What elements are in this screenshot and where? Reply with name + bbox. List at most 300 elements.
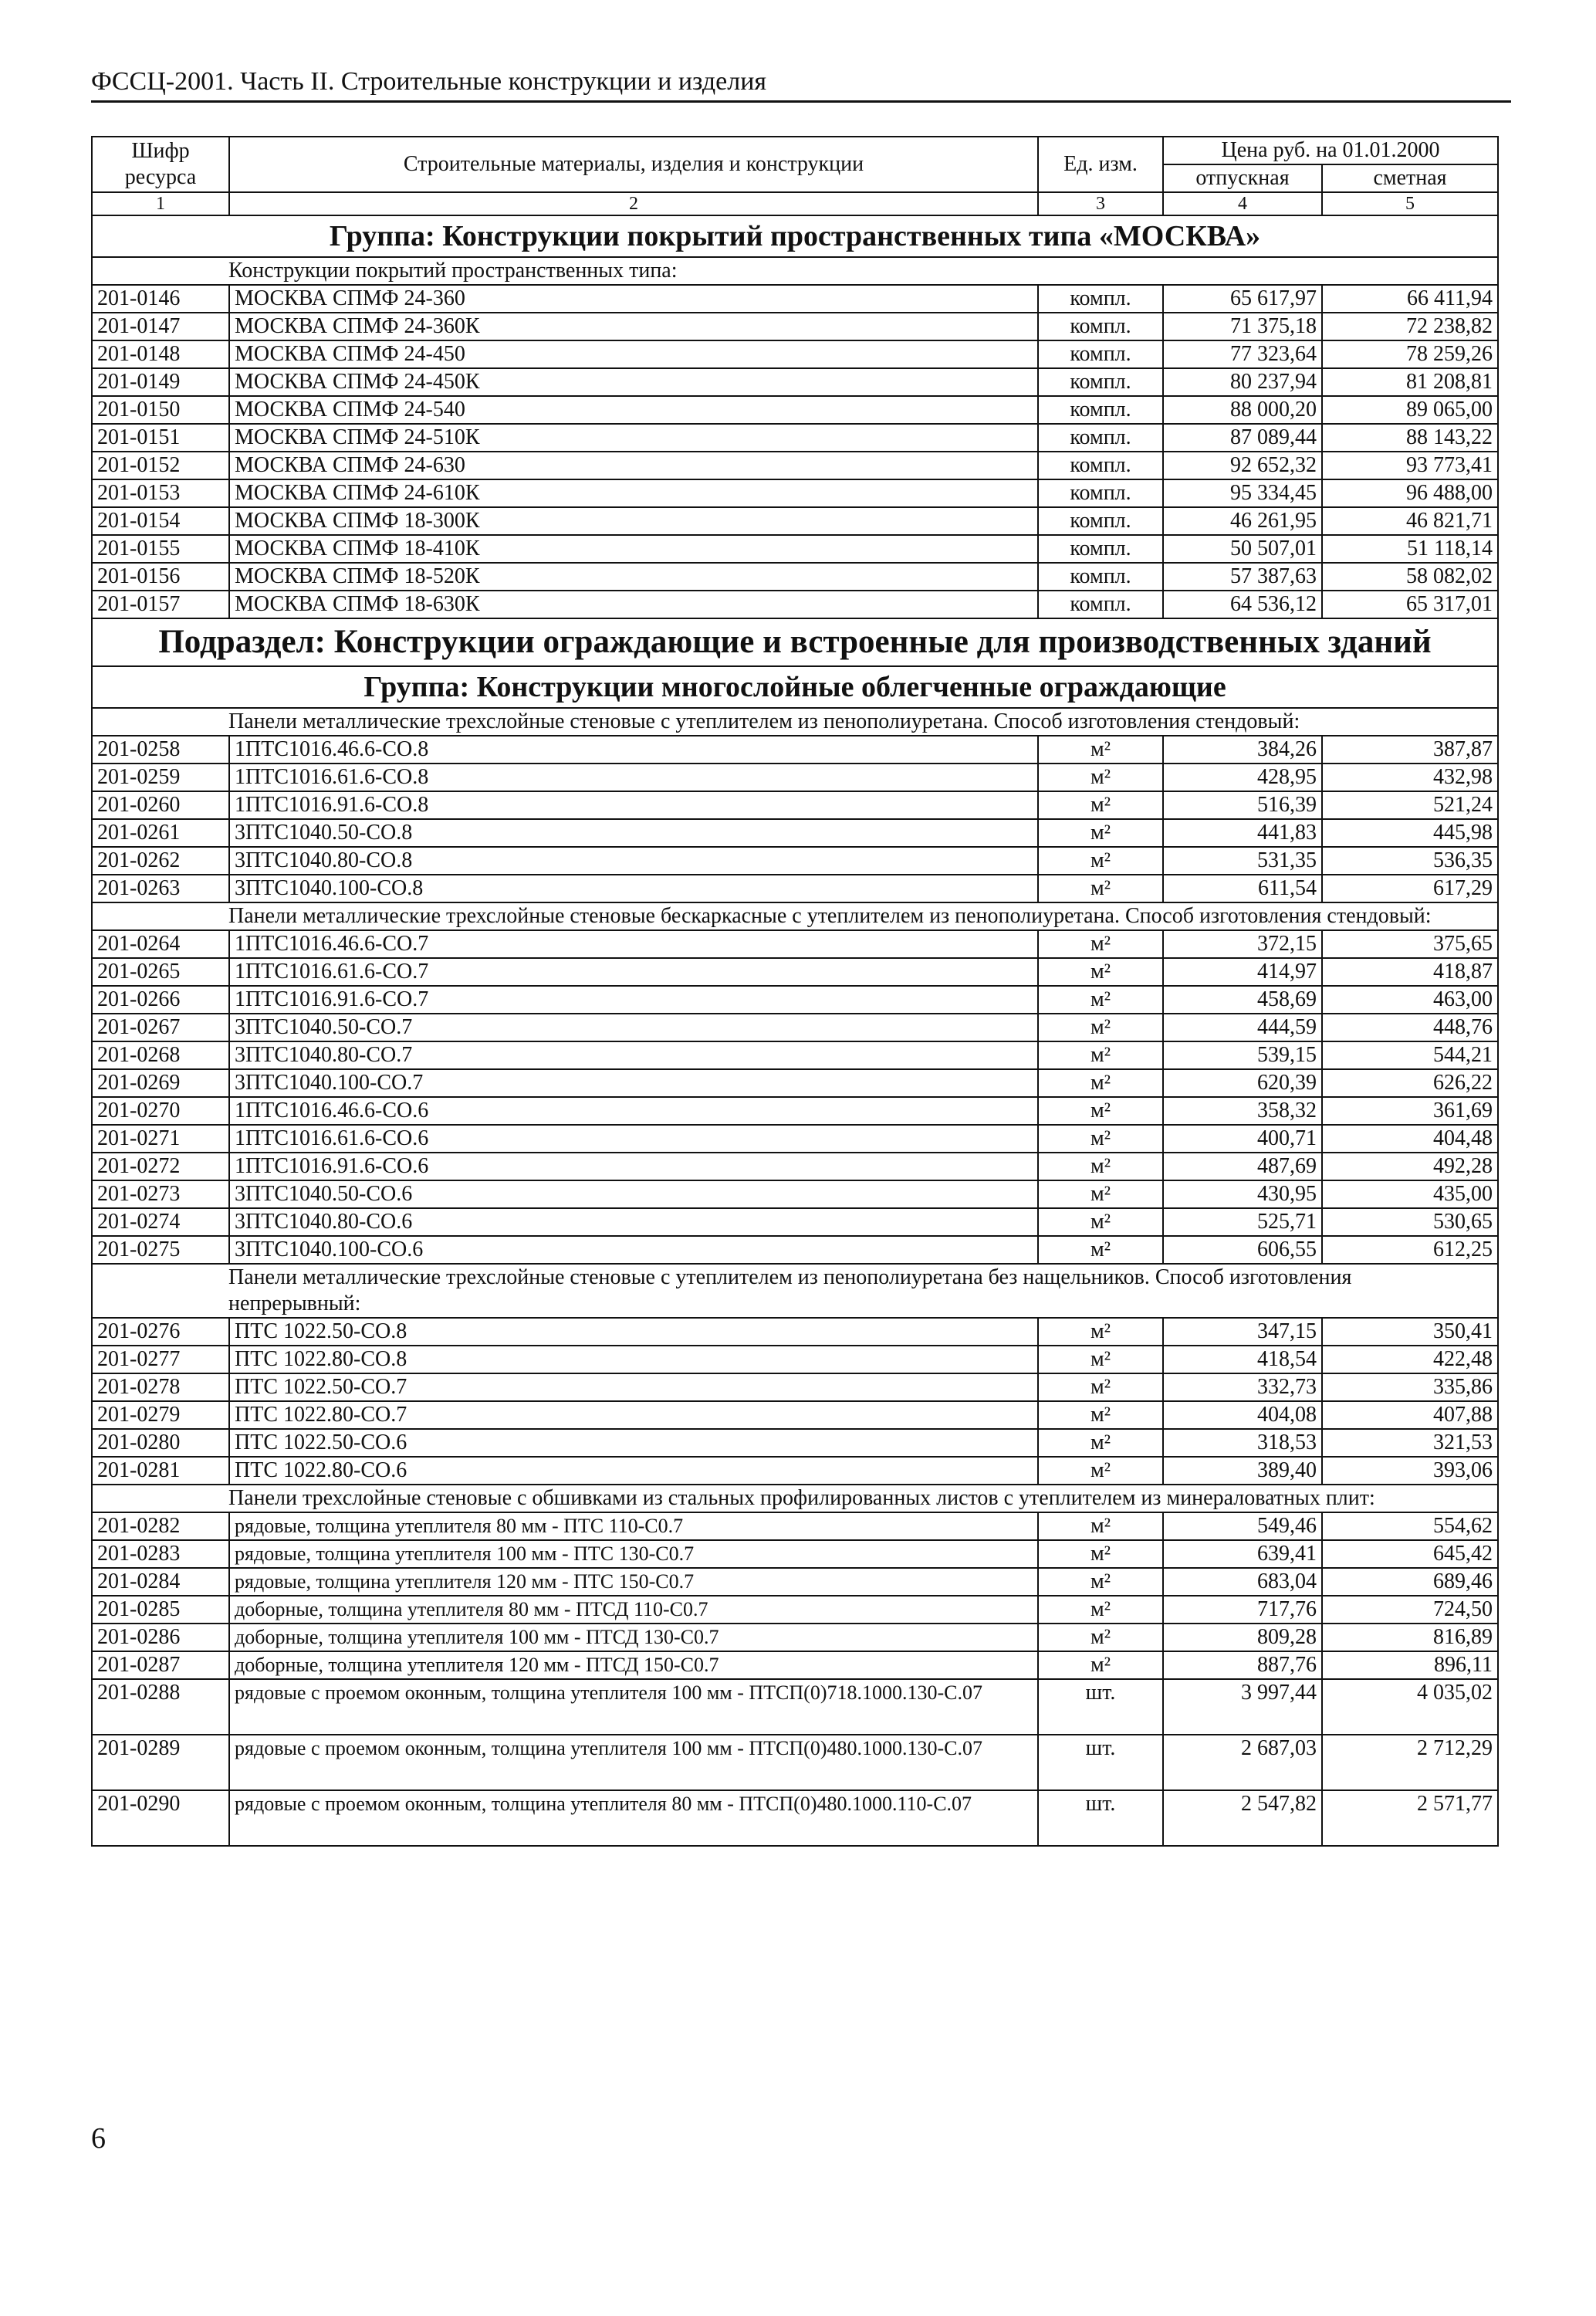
table-row — [92, 313, 1498, 340]
estimate-price: 544,21 — [1322, 1041, 1498, 1069]
release-price: 430,95 — [1163, 1180, 1322, 1208]
estimate-price: 350,41 — [1322, 1318, 1498, 1346]
resource-code: 201-0272 — [92, 1153, 229, 1180]
resource-code: 201-0270 — [92, 1097, 229, 1125]
estimate-price: 4 035,02 — [1322, 1679, 1498, 1735]
resource-code: 201-0149 — [92, 368, 229, 396]
item-name: МОСКВА СПМФ 18-300К — [229, 507, 1038, 535]
unit: м² — [1038, 1097, 1163, 1125]
item-name: рядовые, толщина утеплителя 120 мм - ПТС 150-С0.7 — [229, 1568, 1038, 1596]
unit: компл. — [1038, 424, 1163, 452]
unit: м² — [1038, 1429, 1163, 1457]
release-price: 683,04 — [1163, 1568, 1322, 1596]
item-name: ПТС 1022.80-СО.8 — [229, 1346, 1038, 1373]
resource-code: 201-0284 — [92, 1568, 229, 1596]
col-header-release: отпускная — [1163, 164, 1322, 192]
description-row — [92, 1485, 1498, 1512]
release-price: 2 687,03 — [1163, 1735, 1322, 1790]
item-name: 3ПТС1040.100-СО.8 — [229, 875, 1038, 902]
column-number: 5 — [1322, 192, 1498, 215]
estimate-price: 418,87 — [1322, 958, 1498, 986]
unit: м² — [1038, 764, 1163, 791]
unit: м² — [1038, 1069, 1163, 1097]
table-row — [92, 1014, 1498, 1041]
unit: м² — [1038, 1540, 1163, 1568]
item-name: 3ПТС1040.80-СО.7 — [229, 1041, 1038, 1069]
unit: компл. — [1038, 340, 1163, 368]
release-price: 516,39 — [1163, 791, 1322, 819]
unit: м² — [1038, 1125, 1163, 1153]
table-row — [92, 1679, 1498, 1735]
resource-code: 201-0266 — [92, 986, 229, 1014]
table-row — [92, 535, 1498, 563]
estimate-price: 536,35 — [1322, 847, 1498, 875]
unit: компл. — [1038, 563, 1163, 591]
release-price: 414,97 — [1163, 958, 1322, 986]
release-price: 404,08 — [1163, 1401, 1322, 1429]
release-price: 611,54 — [1163, 875, 1322, 902]
item-name: 1ПТС1016.61.6-СО.6 — [229, 1125, 1038, 1153]
unit: шт. — [1038, 1679, 1163, 1735]
item-name: МОСКВА СПМФ 24-450К — [229, 368, 1038, 396]
estimate-price: 321,53 — [1322, 1429, 1498, 1457]
item-name: доборные, толщина утеплителя 80 мм - ПТСД 110-С0.7 — [229, 1596, 1038, 1624]
estimate-price: 689,46 — [1322, 1568, 1498, 1596]
resource-code: 201-0264 — [92, 930, 229, 958]
resource-code: 201-0275 — [92, 1236, 229, 1264]
resource-code: 201-0265 — [92, 958, 229, 986]
estimate-price: 58 082,02 — [1322, 563, 1498, 591]
estimate-price: 435,00 — [1322, 1180, 1498, 1208]
item-name: МОСКВА СПМФ 24-450 — [229, 340, 1038, 368]
unit: компл. — [1038, 479, 1163, 507]
item-name: МОСКВА СПМФ 18-520К — [229, 563, 1038, 591]
unit: м² — [1038, 986, 1163, 1014]
unit: компл. — [1038, 285, 1163, 313]
estimate-price: 463,00 — [1322, 986, 1498, 1014]
resource-code: 201-0281 — [92, 1457, 229, 1485]
estimate-price: 66 411,94 — [1322, 285, 1498, 313]
release-price: 525,71 — [1163, 1208, 1322, 1236]
release-price: 50 507,01 — [1163, 535, 1322, 563]
table-body — [92, 192, 1498, 1846]
resource-code: 201-0157 — [92, 591, 229, 618]
table-row — [92, 958, 1498, 986]
resource-code: 201-0258 — [92, 736, 229, 764]
resource-code: 201-0288 — [92, 1679, 229, 1735]
estimate-price: 72 238,82 — [1322, 313, 1498, 340]
release-price: 400,71 — [1163, 1125, 1322, 1153]
estimate-price: 51 118,14 — [1322, 535, 1498, 563]
release-price: 717,76 — [1163, 1596, 1322, 1624]
page-number: 6 — [91, 2122, 106, 2155]
unit: м² — [1038, 1568, 1163, 1596]
estimate-price: 2 571,77 — [1322, 1790, 1498, 1846]
item-name: 1ПТС1016.46.6-СО.8 — [229, 736, 1038, 764]
item-name: МОСКВА СПМФ 24-510К — [229, 424, 1038, 452]
table-row — [92, 1125, 1498, 1153]
release-price: 531,35 — [1163, 847, 1322, 875]
estimate-price: 626,22 — [1322, 1069, 1498, 1097]
col-header-price: Цена руб. на 01.01.2000 — [1163, 137, 1498, 164]
section-description: Панели трехслойные стеновые с обшивками из стальных профилированных листов с утеплителем из минераловатных плит: — [92, 1485, 1498, 1512]
unit: м² — [1038, 1180, 1163, 1208]
table-row — [92, 1208, 1498, 1236]
release-price: 549,46 — [1163, 1512, 1322, 1540]
table-row — [92, 1153, 1498, 1180]
item-name: ПТС 1022.50-СО.8 — [229, 1318, 1038, 1346]
unit: компл. — [1038, 452, 1163, 479]
resource-code: 201-0153 — [92, 479, 229, 507]
page-header: ФССЦ-2001. Часть II. Строительные конструкции и изделия — [91, 66, 1511, 103]
table-row — [92, 791, 1498, 819]
unit: м² — [1038, 1208, 1163, 1236]
item-name: 3ПТС1040.50-СО.7 — [229, 1014, 1038, 1041]
release-price: 418,54 — [1163, 1346, 1322, 1373]
item-name: МОСКВА СПМФ 24-360К — [229, 313, 1038, 340]
estimate-price: 387,87 — [1322, 736, 1498, 764]
estimate-price: 65 317,01 — [1322, 591, 1498, 618]
item-name: ПТС 1022.80-СО.6 — [229, 1457, 1038, 1485]
estimate-price: 432,98 — [1322, 764, 1498, 791]
item-name: МОСКВА СПМФ 24-360 — [229, 285, 1038, 313]
table-row — [92, 1624, 1498, 1651]
estimate-price: 724,50 — [1322, 1596, 1498, 1624]
estimate-price: 335,86 — [1322, 1373, 1498, 1401]
resource-code: 201-0273 — [92, 1180, 229, 1208]
item-name: 3ПТС1040.50-СО.8 — [229, 819, 1038, 847]
unit: м² — [1038, 875, 1163, 902]
estimate-price: 78 259,26 — [1322, 340, 1498, 368]
unit: м² — [1038, 930, 1163, 958]
table-row — [92, 591, 1498, 618]
estimate-price: 361,69 — [1322, 1097, 1498, 1125]
release-price: 389,40 — [1163, 1457, 1322, 1485]
estimate-price: 46 821,71 — [1322, 507, 1498, 535]
table-row — [92, 479, 1498, 507]
estimate-price: 407,88 — [1322, 1401, 1498, 1429]
unit: м² — [1038, 1041, 1163, 1069]
release-price: 639,41 — [1163, 1540, 1322, 1568]
unit: м² — [1038, 736, 1163, 764]
resource-code: 201-0156 — [92, 563, 229, 591]
estimate-price: 445,98 — [1322, 819, 1498, 847]
column-numbers-row — [92, 192, 1498, 215]
resource-code: 201-0150 — [92, 396, 229, 424]
unit: компл. — [1038, 313, 1163, 340]
estimate-price: 81 208,81 — [1322, 368, 1498, 396]
table-row — [92, 563, 1498, 591]
table-row — [92, 1568, 1498, 1596]
resource-code: 201-0261 — [92, 819, 229, 847]
unit: м² — [1038, 1318, 1163, 1346]
release-price: 458,69 — [1163, 986, 1322, 1014]
item-name: МОСКВА СПМФ 18-410К — [229, 535, 1038, 563]
estimate-price: 521,24 — [1322, 791, 1498, 819]
release-price: 332,73 — [1163, 1373, 1322, 1401]
table-row — [92, 819, 1498, 847]
table-row — [92, 424, 1498, 452]
resource-code: 201-0290 — [92, 1790, 229, 1846]
item-name: 1ПТС1016.46.6-СО.6 — [229, 1097, 1038, 1125]
unit: шт. — [1038, 1735, 1163, 1790]
table-row — [92, 507, 1498, 535]
unit: компл. — [1038, 507, 1163, 535]
resource-code: 201-0154 — [92, 507, 229, 535]
release-price: 2 547,82 — [1163, 1790, 1322, 1846]
description-row — [92, 708, 1498, 736]
resource-code: 201-0151 — [92, 424, 229, 452]
table-row — [92, 1041, 1498, 1069]
release-price: 71 375,18 — [1163, 313, 1322, 340]
resource-code: 201-0277 — [92, 1346, 229, 1373]
column-number: 4 — [1163, 192, 1322, 215]
section-description: Панели металлические трехслойные стеновые с утеплителем из пенополиуретана без нащельников. Способ изготовления непрерывный: — [92, 1264, 1498, 1318]
unit: компл. — [1038, 591, 1163, 618]
item-name: 3ПТС1040.100-СО.6 — [229, 1236, 1038, 1264]
estimate-price: 88 143,22 — [1322, 424, 1498, 452]
release-price: 95 334,45 — [1163, 479, 1322, 507]
col-header-estimate: сметная — [1322, 164, 1498, 192]
item-name: 3ПТС1040.80-СО.8 — [229, 847, 1038, 875]
section-description: Панели металлические трехслойные стеновые с утеплителем из пенополиуретана. Способ изготовления стендовый: — [92, 708, 1498, 736]
release-price: 77 323,64 — [1163, 340, 1322, 368]
estimate-price: 896,11 — [1322, 1651, 1498, 1679]
table-row — [92, 285, 1498, 313]
resource-code: 201-0289 — [92, 1735, 229, 1790]
table-row — [92, 1457, 1498, 1485]
resource-code: 201-0269 — [92, 1069, 229, 1097]
resource-code: 201-0147 — [92, 313, 229, 340]
table-row — [92, 1373, 1498, 1401]
unit: м² — [1038, 958, 1163, 986]
table-row — [92, 1596, 1498, 1624]
item-name: 1ПТС1016.91.6-СО.6 — [229, 1153, 1038, 1180]
group-title-row — [92, 215, 1498, 257]
table-row — [92, 340, 1498, 368]
table-row — [92, 1180, 1498, 1208]
release-price: 57 387,63 — [1163, 563, 1322, 591]
estimate-price: 2 712,29 — [1322, 1735, 1498, 1790]
item-name: ПТС 1022.50-СО.6 — [229, 1429, 1038, 1457]
subsection-title-row — [92, 618, 1498, 666]
release-price: 539,15 — [1163, 1041, 1322, 1069]
section-description: Панели металлические трехслойные стеновые бескаркасные с утеплителем из пенополиуретана. Способ изготовления стендовый: — [92, 902, 1498, 930]
estimate-price: 645,42 — [1322, 1540, 1498, 1568]
resource-code: 201-0278 — [92, 1373, 229, 1401]
price-table — [91, 136, 1499, 1847]
item-name: доборные, толщина утеплителя 100 мм - ПТСД 130-С0.7 — [229, 1624, 1038, 1651]
item-name: рядовые, толщина утеплителя 80 мм - ПТС 110-С0.7 — [229, 1512, 1038, 1540]
unit: м² — [1038, 1153, 1163, 1180]
resource-code: 201-0285 — [92, 1596, 229, 1624]
estimate-price: 89 065,00 — [1322, 396, 1498, 424]
release-price: 809,28 — [1163, 1624, 1322, 1651]
release-price: 444,59 — [1163, 1014, 1322, 1041]
item-name: 1ПТС1016.91.6-СО.7 — [229, 986, 1038, 1014]
resource-code: 201-0152 — [92, 452, 229, 479]
estimate-price: 96 488,00 — [1322, 479, 1498, 507]
item-name: рядовые, толщина утеплителя 100 мм - ПТС 130-С0.7 — [229, 1540, 1038, 1568]
subsection-title: Подраздел: Конструкции ограждающие и встроенные для производственных зданий — [92, 618, 1498, 666]
unit: м² — [1038, 1596, 1163, 1624]
unit: м² — [1038, 1624, 1163, 1651]
unit: м² — [1038, 1651, 1163, 1679]
item-name: 1ПТС1016.46.6-СО.7 — [229, 930, 1038, 958]
resource-code: 201-0274 — [92, 1208, 229, 1236]
table-row — [92, 1651, 1498, 1679]
resource-code: 201-0259 — [92, 764, 229, 791]
table-row — [92, 736, 1498, 764]
resource-code: 201-0263 — [92, 875, 229, 902]
estimate-price: 448,76 — [1322, 1014, 1498, 1041]
release-price: 46 261,95 — [1163, 507, 1322, 535]
table-row — [92, 1429, 1498, 1457]
unit: м² — [1038, 847, 1163, 875]
unit: м² — [1038, 1014, 1163, 1041]
estimate-price: 612,25 — [1322, 1236, 1498, 1264]
estimate-price: 422,48 — [1322, 1346, 1498, 1373]
unit: м² — [1038, 819, 1163, 847]
estimate-price: 617,29 — [1322, 875, 1498, 902]
resource-code: 201-0280 — [92, 1429, 229, 1457]
table-row — [92, 1069, 1498, 1097]
resource-code: 201-0267 — [92, 1014, 229, 1041]
group-title: Группа: Конструкции многослойные облегченные ограждающие — [92, 666, 1498, 708]
description-row — [92, 1264, 1498, 1318]
release-price: 372,15 — [1163, 930, 1322, 958]
unit: м² — [1038, 1512, 1163, 1540]
release-price: 3 997,44 — [1163, 1679, 1322, 1735]
item-name: 1ПТС1016.91.6-СО.8 — [229, 791, 1038, 819]
resource-code: 201-0146 — [92, 285, 229, 313]
resource-code: 201-0271 — [92, 1125, 229, 1153]
item-name: доборные, толщина утеплителя 120 мм - ПТСД 150-С0.7 — [229, 1651, 1038, 1679]
section-description: Конструкции покрытий пространственных типа: — [92, 257, 1498, 285]
item-name: МОСКВА СПМФ 24-610К — [229, 479, 1038, 507]
table-row — [92, 1346, 1498, 1373]
estimate-price: 404,48 — [1322, 1125, 1498, 1153]
description-row — [92, 257, 1498, 285]
col-header-code: Шифр ресурса — [92, 137, 229, 192]
unit: м² — [1038, 1346, 1163, 1373]
unit: шт. — [1038, 1790, 1163, 1846]
release-price: 887,76 — [1163, 1651, 1322, 1679]
item-name: 1ПТС1016.61.6-СО.8 — [229, 764, 1038, 791]
table-row — [92, 1540, 1498, 1568]
unit: м² — [1038, 1236, 1163, 1264]
table-row — [92, 847, 1498, 875]
item-name: 3ПТС1040.100-СО.7 — [229, 1069, 1038, 1097]
table-row — [92, 452, 1498, 479]
table-row — [92, 875, 1498, 902]
release-price: 87 089,44 — [1163, 424, 1322, 452]
item-name: ПТС 1022.50-СО.7 — [229, 1373, 1038, 1401]
estimate-price: 375,65 — [1322, 930, 1498, 958]
unit: м² — [1038, 1457, 1163, 1485]
table-row — [92, 986, 1498, 1014]
table-row — [92, 1735, 1498, 1790]
table-row — [92, 764, 1498, 791]
group-title: Группа: Конструкции покрытий пространственных типа «МОСКВА» — [92, 215, 1498, 257]
item-name: 3ПТС1040.50-СО.6 — [229, 1180, 1038, 1208]
release-price: 620,39 — [1163, 1069, 1322, 1097]
release-price: 347,15 — [1163, 1318, 1322, 1346]
resource-code: 201-0279 — [92, 1401, 229, 1429]
resource-code: 201-0268 — [92, 1041, 229, 1069]
item-name: рядовые с проемом оконным, толщина утеплителя 80 мм - ПТСП(0)480.1000.110-С.07 — [229, 1790, 1038, 1846]
item-name: 3ПТС1040.80-СО.6 — [229, 1208, 1038, 1236]
column-number: 2 — [229, 192, 1038, 215]
table-row — [92, 930, 1498, 958]
item-name: МОСКВА СПМФ 24-630 — [229, 452, 1038, 479]
release-price: 80 237,94 — [1163, 368, 1322, 396]
item-name: МОСКВА СПМФ 24-540 — [229, 396, 1038, 424]
resource-code: 201-0260 — [92, 791, 229, 819]
release-price: 65 617,97 — [1163, 285, 1322, 313]
group-title-row — [92, 666, 1498, 708]
release-price: 88 000,20 — [1163, 396, 1322, 424]
column-number: 3 — [1038, 192, 1163, 215]
item-name: рядовые с проемом оконным, толщина утеплителя 100 мм - ПТСП(0)480.1000.130-С.07 — [229, 1735, 1038, 1790]
table-row — [92, 396, 1498, 424]
release-price: 92 652,32 — [1163, 452, 1322, 479]
resource-code: 201-0262 — [92, 847, 229, 875]
resource-code: 201-0283 — [92, 1540, 229, 1568]
release-price: 428,95 — [1163, 764, 1322, 791]
release-price: 64 536,12 — [1163, 591, 1322, 618]
unit: компл. — [1038, 396, 1163, 424]
resource-code: 201-0276 — [92, 1318, 229, 1346]
resource-code: 201-0286 — [92, 1624, 229, 1651]
table-row — [92, 1401, 1498, 1429]
estimate-price: 530,65 — [1322, 1208, 1498, 1236]
resource-code: 201-0148 — [92, 340, 229, 368]
release-price: 384,26 — [1163, 736, 1322, 764]
unit: м² — [1038, 791, 1163, 819]
estimate-price: 492,28 — [1322, 1153, 1498, 1180]
resource-code: 201-0282 — [92, 1512, 229, 1540]
unit: м² — [1038, 1401, 1163, 1429]
item-name: рядовые с проемом оконным, толщина утеплителя 100 мм - ПТСП(0)718.1000.130-С.07 — [229, 1679, 1038, 1735]
item-name: МОСКВА СПМФ 18-630К — [229, 591, 1038, 618]
col-header-name: Строительные материалы, изделия и конструкции — [229, 137, 1038, 192]
col-header-unit: Ед. изм. — [1038, 137, 1163, 192]
item-name: ПТС 1022.80-СО.7 — [229, 1401, 1038, 1429]
release-price: 318,53 — [1163, 1429, 1322, 1457]
table-row — [92, 368, 1498, 396]
item-name: 1ПТС1016.61.6-СО.7 — [229, 958, 1038, 986]
unit: компл. — [1038, 535, 1163, 563]
table-row — [92, 1790, 1498, 1846]
estimate-price: 93 773,41 — [1322, 452, 1498, 479]
column-number: 1 — [92, 192, 229, 215]
estimate-price: 393,06 — [1322, 1457, 1498, 1485]
estimate-price: 554,62 — [1322, 1512, 1498, 1540]
description-row — [92, 902, 1498, 930]
release-price: 487,69 — [1163, 1153, 1322, 1180]
table-row — [92, 1236, 1498, 1264]
resource-code: 201-0287 — [92, 1651, 229, 1679]
resource-code: 201-0155 — [92, 535, 229, 563]
table-row — [92, 1097, 1498, 1125]
release-price: 606,55 — [1163, 1236, 1322, 1264]
table-row — [92, 1318, 1498, 1346]
release-price: 441,83 — [1163, 819, 1322, 847]
release-price: 358,32 — [1163, 1097, 1322, 1125]
unit: м² — [1038, 1373, 1163, 1401]
table-row — [92, 1512, 1498, 1540]
